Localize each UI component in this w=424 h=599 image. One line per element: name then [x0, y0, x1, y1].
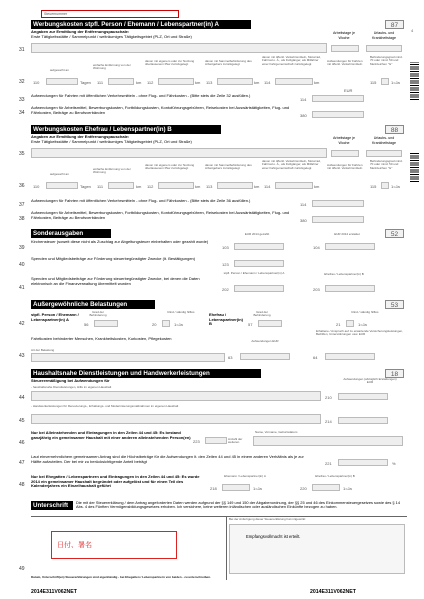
code-21: 21 — [336, 322, 341, 327]
line44-field[interactable] — [338, 393, 388, 400]
line37-field[interactable] — [312, 200, 364, 207]
line-num-37: 37 — [19, 202, 25, 208]
col-gezahlt: EUR 2014 gezahlt — [244, 232, 270, 236]
col-arbeitstage-a: Arbeitstage je Woche — [333, 31, 355, 40]
line36-ja-field[interactable] — [381, 182, 389, 189]
code-114-a-33: 114 — [300, 97, 307, 102]
unterschrift-vertical-divider — [226, 516, 227, 580]
hdr-davon-sammel-a: davon mit eigenem oder zur Nutzung überlassenem Pkw zurückgelegt — [145, 59, 195, 67]
line42-grad-a-field[interactable] — [94, 320, 118, 327]
line32-tagen-field[interactable] — [46, 78, 78, 85]
code-214: 214 — [325, 419, 332, 424]
code-115-a: 115 — [370, 80, 377, 85]
code-110-a: 110 — [33, 80, 40, 85]
line-num-47: 47 — [19, 460, 25, 466]
line46-text: Nur bei Alleinstehenden und Eintragungen in den Zeilen 44 und 45: Es bestand ganzjährig ein gemeinsamer Haushalt mit einer anderen alleinstehenden Person(en) — [31, 430, 191, 440]
code-220: 220 — [300, 486, 307, 491]
line32-km1-field[interactable] — [108, 78, 134, 85]
code-110-b: 110 — [33, 184, 40, 189]
code-104: 104 — [313, 245, 320, 250]
line35-address-field[interactable] — [31, 148, 327, 158]
col-arbeitstage-b: Arbeitstage je Woche — [333, 136, 355, 145]
col-erstattet: EUR 2014 erstattet — [334, 232, 360, 236]
code-115-b: 115 — [370, 184, 377, 189]
line-num-40: 40 — [19, 262, 25, 268]
code-114-b-37: 114 — [300, 202, 307, 207]
date-signature-text: 日付、署名 — [57, 541, 92, 549]
label-tagen-b: Tagen — [80, 184, 91, 189]
line32-km3-field[interactable] — [217, 78, 253, 85]
line-num-49: 49 — [19, 566, 25, 572]
unterschrift-divider — [31, 516, 407, 517]
section-header-sonderausgaben: Sonderausgaben — [31, 229, 111, 238]
code-56: 56 — [84, 322, 89, 327]
line32-km4-field[interactable] — [275, 78, 313, 85]
label-ja-48a: 1=Ja — [253, 486, 262, 491]
section-number-agb: 53 — [385, 300, 404, 309]
line32-km2-field[interactable] — [158, 78, 194, 85]
hdr-davon-fahrgem-b: davon mit öffentl. Verkehrsmitteln, Motorrad, Fahrrad o. Ä., als Fußgänger, als Mitfahrer einer Fahrgemeinschaft zurückgelegt — [262, 159, 321, 170]
line48-a-field[interactable] — [222, 484, 250, 491]
code-64: 64 — [313, 355, 318, 360]
line33-field[interactable] — [312, 95, 364, 102]
unterschrift-bottom-note: Datum, Unterschrift(en) Steuererklärungen sind eigenhändig - bei Ehegatten / Lebenspartnern von beiden - zu unterschreiben. — [31, 575, 211, 579]
code-113-b: 113 — [206, 184, 213, 189]
line-num-34: 34 — [19, 110, 25, 116]
hdr-davon-sammel-b: davon mit eigenem oder zur Nutzung überlassenem Pkw zurückgelegt — [145, 163, 195, 171]
line36-km2-field[interactable] — [158, 182, 194, 189]
section-number-wk-b: 88 — [385, 125, 404, 134]
line31-title: Angaben zur Ermittlung der Entfernungspauschale: — [31, 29, 130, 34]
line48-b-field[interactable] — [312, 484, 340, 491]
hdr-behinderungsgrad-b: Behinderungsgrad mind. 70 oder mind. 50 und Merkzeichen "G" — [370, 159, 403, 170]
section-header-unterschrift: Unterschrift — [31, 501, 73, 510]
hdr-behinderungsgrad-a: Behinderungsgrad mind. 70 oder mind. 50 und Merkzeichen "G" — [370, 55, 403, 66]
label-km2-a: km — [195, 80, 201, 85]
code-114-a: 114 — [264, 80, 271, 85]
line42-blind-a-field[interactable] — [162, 320, 170, 327]
line42-b-label: Ehefrau / Lebenspartner(in) B — [209, 312, 244, 327]
line48-ehefrau: Ehefrau / Lebenspartner(in) B — [315, 474, 355, 478]
label-km2-b: km — [195, 184, 201, 189]
code-221: 221 — [325, 461, 332, 466]
line31-address-field[interactable] — [31, 43, 327, 53]
line48-text: Nur bei Ehegatten / Lebenspartnern und Eintragungen in den Zeilen 44 und 45: Es wurde 2014 ein gemeinsamer Haushalt begründet oder aufgelöst und für einen Teil des Kalenderjahres ein Einzelhaushalt geführt — [31, 474, 200, 489]
line36-tagen-field[interactable] — [46, 182, 78, 189]
line40-text: Spenden und Mitgliedsbeiträge zur Förderung steuerbegünstigter Zwecke (lt. Bestätigungen) — [31, 256, 196, 261]
eur-label-a: EUR — [344, 88, 353, 93]
line-num-46: 46 — [19, 440, 25, 446]
code-380-b: 380 — [300, 218, 307, 223]
mitwirkung-label: Bei der Anfertigung dieser Steuererklärung hat mitgewirkt: — [229, 517, 306, 521]
line-num-44: 44 — [19, 395, 25, 401]
line-num-32: 32 — [19, 79, 25, 85]
line42-a-label: stpfl. Person / Ehemann / Lebenspartner(in) A — [31, 312, 79, 322]
line42-grad-b-field[interactable] — [258, 320, 282, 327]
line46-anzahl: Anzahl der weiteren — [228, 437, 243, 445]
steuernummer-box[interactable] — [41, 10, 179, 18]
line47-pct: % — [392, 461, 396, 466]
line-num-38: 38 — [19, 216, 25, 222]
col-urlaub-a: Urlaubs- und Krankheitstage — [372, 31, 396, 40]
haushalt-subtitle: Steuerermäßigung bei Aufwendungen für — [31, 378, 110, 383]
code-20: 20 — [152, 322, 157, 327]
code-63: 63 — [228, 355, 233, 360]
barcode-right-lower — [410, 152, 419, 182]
mitwirkung-field[interactable] — [229, 524, 405, 574]
line31-sub: Erste Tätigkeitsstätte / Sammelpunkt / weiträumiges Tätigkeitsgebiet (PLZ, Ort und Straße) — [31, 34, 192, 39]
line41-b-field[interactable] — [325, 285, 375, 292]
section-number-wk-a: 87 — [385, 20, 404, 29]
hdr-davon-behinderung-b: davon mit Sammelbeförderung des Arbeitgebers zurückgelegt — [205, 163, 252, 171]
col-urlaub-b: Urlaubs- und Krankheitstage — [372, 136, 396, 145]
hdr-einfache-b: einfache Entfernung von der Wohnung — [93, 167, 131, 175]
line39-text: Kirchensteuer (soweit diese nicht als Zuschlag zur Abgeltungsteuer einbehalten oder gezahlt wurde) — [31, 239, 209, 244]
hdr-aufwendungen-a: Aufwendungen für Fahrten mit öffentl. Verkehrsmitteln — [327, 59, 363, 67]
code-114-b: 114 — [264, 184, 271, 189]
line40-field[interactable] — [234, 260, 284, 267]
label-ja-agb-a: 1=Ja — [174, 322, 183, 327]
code-103: 103 — [222, 245, 229, 250]
line32-ja-field[interactable] — [381, 78, 389, 85]
line-num-35: 35 — [19, 151, 25, 157]
empfangs-label: Empfangsvollmacht ist erteilt. — [246, 534, 301, 539]
code-113-a: 113 — [206, 80, 213, 85]
line33-text: Aufwendungen für Fahrten mit öffentlichen Verkehrsmitteln - ohne Flug- und Fährkosten - (Bitte stets die Zeile 32 ausfüllen.) — [31, 93, 251, 98]
line43-text: Fahrtkosten behinderter Menschen, Krankheitskosten, Kurkosten, Pflegekosten — [31, 336, 172, 341]
label-ja-a: 1=Ja — [391, 80, 400, 85]
line46-name: Name, Vorname, Geburtsdatum — [255, 430, 298, 434]
hdr-aufgesucht-a: aufgesucht an — [50, 68, 69, 72]
section-number-sonderausgaben: 52 — [385, 229, 404, 238]
code-112-a: 112 — [147, 80, 154, 85]
line35-sub: Erste Tätigkeitsstätte / Sammelpunkt / weiträumiges Tätigkeitsgebiet (PLZ, Ort und Straße) — [31, 139, 192, 144]
code-112-b: 112 — [147, 184, 154, 189]
line-num-43: 43 — [19, 353, 25, 359]
line-num-42: 42 — [19, 321, 25, 327]
line41-a-field[interactable] — [234, 285, 284, 292]
date-signature-box[interactable] — [51, 531, 177, 559]
line48-ehemann: Ehemann / Lebenspartner(in) A — [224, 474, 266, 478]
line43-art-field[interactable] — [31, 353, 225, 362]
code-111-b: 111 — [97, 184, 104, 189]
label-km4-a: km — [314, 80, 320, 85]
line45-desc-field[interactable] — [31, 414, 321, 424]
line43-aufwendungen: Aufwendungen EUR — [251, 339, 279, 343]
line-num-48: 48 — [19, 482, 25, 488]
line42-blind-b: blind / ständig hilflos — [351, 310, 379, 314]
label-km1-a: km — [136, 80, 142, 85]
line43-erhalten-field[interactable] — [325, 353, 375, 360]
line-num-36: 36 — [19, 183, 25, 189]
hdr-davon-fahrgem-a: davon mit öffentl. Verkehrsmitteln, Motorrad, Fahrrad o. Ä., als Fußgänger, als Mitfahrer einer Fahrgemeinschaft zurückgelegt — [262, 55, 321, 66]
line37-text: Aufwendungen für Fahrten mit öffentlichen Verkehrsmitteln - ohne Flug- und Fährkosten - (Bitte stets die Zeile 36 ausfüllen.) — [31, 198, 251, 203]
line35-title: Angaben zur Ermittlung der Entfernungspauschale: — [31, 134, 130, 139]
line36-km3-field[interactable] — [217, 182, 253, 189]
line35-arbeitstage-field[interactable] — [331, 150, 359, 157]
line-num-45: 45 — [19, 418, 25, 424]
line45-text: - Handwerkerleistungen für Renovierungs-, Erhaltungs- und Modernisierungsmaßnahmen im eigenen Haushalt — [31, 404, 179, 408]
code-210: 210 — [325, 395, 332, 400]
line43-art-label: Art der Belastung — [31, 348, 55, 352]
hdr-aufgesucht-b: aufgesucht an — [50, 172, 69, 176]
footer-left-code: 2014E311V062NET — [31, 589, 77, 595]
line47-text: Laut einvernehmlichem gemeinsamen Antrag sind die Höchstbeträge für die Aufwendungen lt. den Zeilen 44 und 45 in einem anderen Verhältnis als je zur Hälfte aufzuteilen. Der bei mir zu berücksichtigende Anteil beträgt — [31, 454, 304, 464]
line41-text: Spenden und Mitgliedsbeiträge zur Förderung steuerbegünstigter Zwecke, bei denen die Daten elektronisch an die Finanzverwaltung übermittelt wurden — [31, 276, 200, 286]
line-num-41: 41 — [19, 285, 25, 291]
line38-field[interactable] — [312, 216, 364, 223]
line42-grad-b: Grad der Behinderung — [253, 310, 271, 318]
line43-erhaltene: Erhaltene / Anspruch auf zu erwartende Versicherungsleistungen, Beihilfen, Unterstützungen usw. EUR — [316, 329, 404, 337]
haushalt-col-aufwendungen: Aufwendungen (abzüglich Erstattungen) EUR — [343, 377, 397, 385]
line44-desc-field[interactable] — [31, 391, 321, 401]
line31-urlaub-field[interactable] — [366, 45, 402, 52]
footer-right-code: 2014E311V062NET — [310, 589, 356, 595]
label-ja-48b: 1=Ja — [343, 486, 352, 491]
code-111-a: 111 — [97, 80, 104, 85]
line47-field[interactable] — [338, 459, 388, 466]
page-marker: 4 — [411, 28, 414, 33]
label-ja-agb-b: 1=Ja — [358, 322, 367, 327]
line42-grad-a: Grad der Behinderung — [89, 310, 107, 318]
line45-field[interactable] — [338, 417, 388, 424]
line39-gezahlt-field[interactable] — [234, 243, 284, 250]
section-header-wk-b: Werbungskosten Ehefrau / Lebenspartner(in) B — [31, 125, 221, 134]
section-header-haushalt: Haushaltsnahe Dienstleistungen und Handwerkerleistungen — [31, 369, 261, 378]
label-km3-a: km — [254, 80, 260, 85]
code-123: 123 — [222, 262, 229, 267]
line36-km1-field[interactable] — [108, 182, 134, 189]
label-ja-b: 1=Ja — [391, 184, 400, 189]
section-number-haushalt: 18 — [385, 369, 404, 378]
line43-aufw-field[interactable] — [240, 353, 290, 360]
barcode-right — [410, 62, 419, 100]
line46-anzahl-field[interactable] — [205, 437, 227, 444]
code-223: 223 — [193, 439, 200, 444]
line35-urlaub-field[interactable] — [366, 150, 402, 157]
label-km4-b: km — [314, 184, 320, 189]
section-header-wk-a: Werbungskosten stpfl. Person / Ehemann / Lebenspartner(in) A — [31, 20, 251, 29]
steuernummer-label: Steuernummer — [44, 12, 68, 16]
line42-blind-b-field[interactable] — [346, 320, 354, 327]
line-num-39: 39 — [19, 245, 25, 251]
label-tagen-a: Tagen — [80, 80, 91, 85]
line46-name-field[interactable] — [253, 436, 403, 446]
hdr-davon-behinderung-a: davon mit Sammelbeförderung des Arbeitgebers zurückgelegt — [205, 59, 252, 67]
line39-erstattet-field[interactable] — [325, 243, 375, 250]
code-380-a: 380 — [300, 113, 307, 118]
line38-text: Aufwendungen für Arbeitsmittel, Bewerbungskosten, Fortbildungskosten, Kontoführungsgebühren, Reisekosten bei Auswärtstätigkeiten, Flug- und Fährkosten, Beiträge zu Berufsverbänden — [31, 210, 290, 220]
line-num-33: 33 — [19, 97, 25, 103]
code-203: 203 — [313, 287, 320, 292]
hdr-einfache-a: einfache Entfernung von der Wohnung — [93, 63, 131, 71]
code-218: 218 — [210, 486, 217, 491]
section-header-agb: Außergewöhnliche Belastungen — [31, 300, 155, 309]
line34-field[interactable] — [312, 111, 364, 118]
line36-km4-field[interactable] — [275, 182, 313, 189]
hdr-spenden-b: Ehefrau / Lebenspartner(in) B — [324, 272, 364, 276]
label-km1-b: km — [136, 184, 142, 189]
code-57: 57 — [248, 322, 253, 327]
line31-arbeitstage-field[interactable] — [331, 45, 359, 52]
hdr-aufwendungen-b: Aufwendungen für Fahrten mit öffentl. Verkehrsmitteln — [327, 163, 363, 171]
hdr-spenden-a: stpfl. Person / Ehemann / Lebenspartner(in) A — [223, 271, 285, 275]
code-202: 202 — [222, 287, 229, 292]
line-num-31: 31 — [19, 47, 25, 53]
line44-text: - haushaltsnahe Dienstleistungen, Hilfe im eigenen Haushalt — [31, 385, 112, 389]
unterschrift-text: Die mit der Steuererklärung / dem Antrag angeforderten Daten werden aufgrund der §§ 149 und 150 der Abgabenordnung, der §§ 25 und 46 des Einkommensteuergesetzes sowie des § 14 Abs. 4 des Fünften Vermögensbildungsgesetzes erhoben. Ich versichere, keine weiteren inländischen oder ausländischen Einkünfte bezogen zu haben. — [76, 500, 401, 510]
label-km3-b: km — [254, 184, 260, 189]
line42-blind-a: blind / ständig hilflos — [167, 310, 195, 314]
line34-text: Aufwendungen für Arbeitsmittel, Bewerbungskosten, Fortbildungskosten, Kontoführungsgebühren, Reisekosten bei Auswärtstätigkeiten, Flug- und Fährkosten, Beiträge zu Berufsverbänden — [31, 105, 290, 115]
